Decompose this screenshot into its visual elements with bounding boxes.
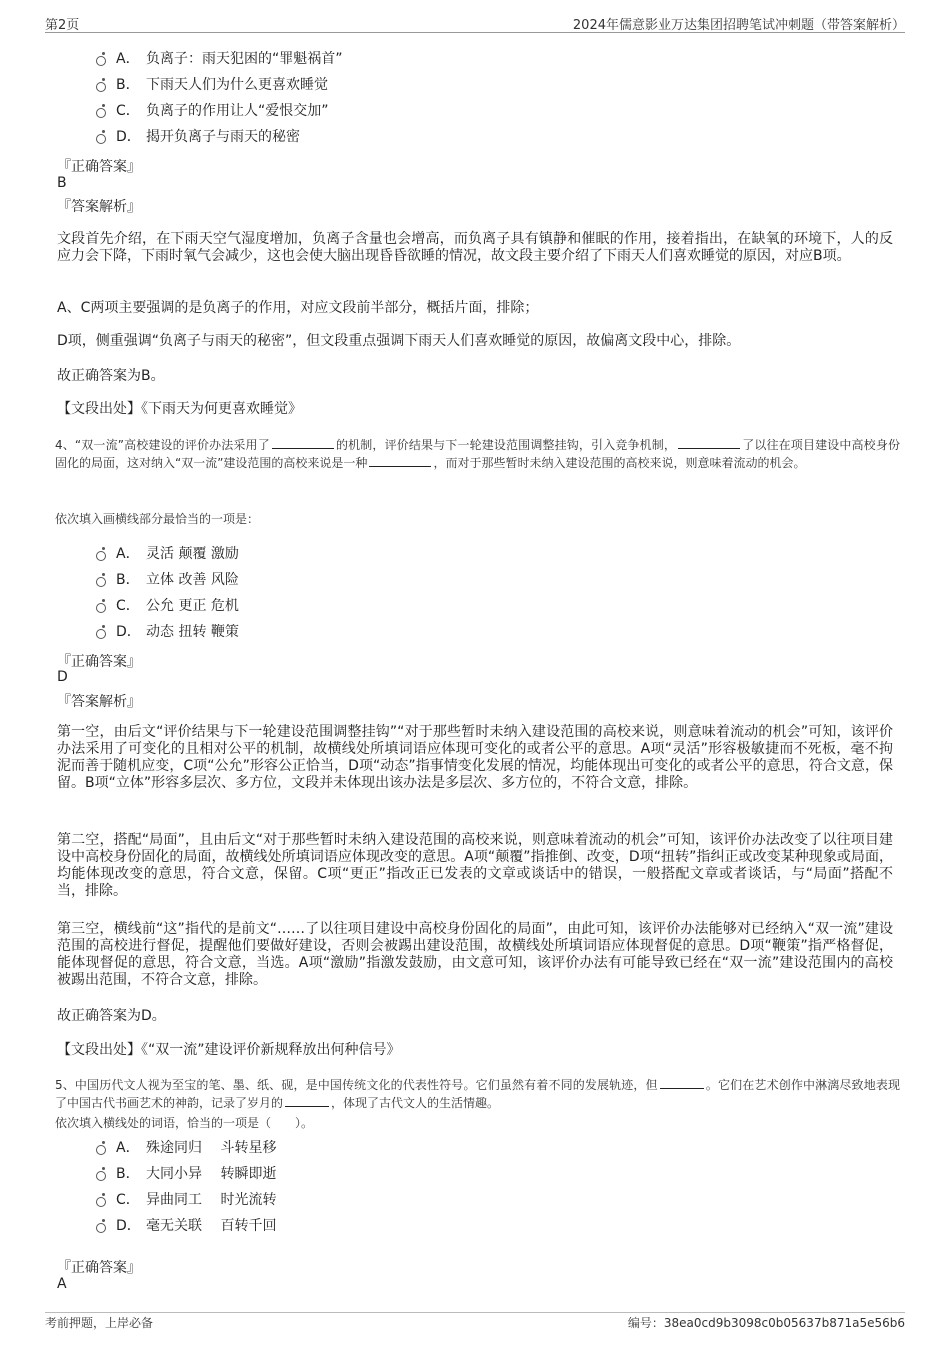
q4-answer: D <box>57 669 68 685</box>
q4-option-b[interactable]: B． 立体 改善 风险 <box>96 569 239 589</box>
q5-answer: A <box>57 1276 67 1292</box>
radio-icon[interactable] <box>96 108 106 118</box>
q3-option-c[interactable]: C． 负离子的作用让人“爱恨交加” <box>96 100 329 120</box>
q5-stem: 5、中国历代文人视为至宝的笔、墨、纸、砚，是中国传统文化的代表性符号。它们虽然有着不同的发展轨迹，但 。它们在艺术创作中淋漓尽致地表现了中国古代书画艺术的神韵，记录了岁月的 ，体现了古代文人的生活情趣。 <box>55 1078 900 1110</box>
q4-answer-label: 『正确答案』 <box>57 654 141 670</box>
radio-icon[interactable] <box>96 1171 106 1181</box>
q3-analysis-p4: 故正确答案为B。 <box>57 368 165 384</box>
q4-option-c[interactable]: C． 公允 更正 危机 <box>96 595 239 615</box>
header-divider <box>45 32 905 33</box>
q4-option-d[interactable]: D． 动态 扭转 鞭策 <box>96 621 239 641</box>
q5-instruction: 依次填入横线处的词语，恰当的一项是（ ）。 <box>55 1116 314 1130</box>
q3-analysis-label: 『答案解析』 <box>57 199 141 215</box>
q5-answer-label: 『正确答案』 <box>57 1260 141 1276</box>
radio-icon[interactable] <box>96 603 106 613</box>
q4-instruction: 依次填入画横线部分最恰当的一项是： <box>55 512 260 526</box>
blank-line <box>285 1095 329 1107</box>
q3-source: 【文段出处】《下雨天为何更喜欢睡觉》 <box>57 401 302 417</box>
q5-option-b[interactable]: B． 大同小异 转瞬即逝 <box>96 1163 276 1183</box>
radio-icon[interactable] <box>96 1145 106 1155</box>
q4-analysis-p3: 第三空，横线前“这”指代的是前文“……了以往项目建设中高校身份固化的局面”，由此可知，该评价办法能够对已经纳入“双一流”建设范围的高校进行督促，提醒他们要做好建设，否则会被踢出建设范围，故横线处所填词语应体现督促的意思。D项“鞭策”指严格督促，能体现督促的意思，符合文意，当选。A项“激励”指激发鼓励，由文意可知，该评价办法有可能导致已经在“双一流”建设范围内的高校被踢出范围，不符合文意，排除。 <box>57 921 893 988</box>
q3-option-d[interactable]: D． 揭开负离子与雨天的秘密 <box>96 126 300 146</box>
q3-option-b[interactable]: B． 下雨天人们为什么更喜欢睡觉 <box>96 74 328 94</box>
radio-icon[interactable] <box>96 1197 106 1207</box>
radio-icon[interactable] <box>96 1223 106 1233</box>
page-number: 第2页 <box>45 18 80 33</box>
q4-option-a[interactable]: A． 灵活 颠覆 激励 <box>96 543 239 563</box>
radio-icon[interactable] <box>96 551 106 561</box>
radio-icon[interactable] <box>96 134 106 144</box>
footer-divider <box>45 1312 905 1313</box>
footer-slogan: 考前押题，上岸必备 <box>45 1316 154 1330</box>
document-title: 2024年儒意影业万达集团招聘笔试冲刺题（带答案解析） <box>572 18 905 33</box>
q5-option-c[interactable]: C． 异曲同工 时光流转 <box>96 1189 276 1209</box>
radio-icon[interactable] <box>96 629 106 639</box>
radio-icon[interactable] <box>96 577 106 587</box>
q5-option-d[interactable]: D． 毫无关联 百转千回 <box>96 1215 276 1235</box>
footer-code: 编号：38ea0cd9b3098c0b05637b871a5e56b6 <box>627 1316 905 1330</box>
blank-line <box>272 437 334 449</box>
q3-answer: B <box>57 175 67 191</box>
radio-icon[interactable] <box>96 82 106 92</box>
q4-analysis-p2: 第二空，搭配“局面”，且由后文“对于那些暂时未纳入建设范围的高校来说，则意味着流动的机会”可知，该评价办法改变了以往项目建设中高校身份固化的局面，故横线处所填词语应体现改变的意思。A项“颠覆”指推倒、改变，D项“扭转”指纠正或改变某种现象或局面，均能体现改变的意思，符合文意，保留。C项“更正”指改正已发表的文章或谈话中的错误，一般搭配文章或者谈话，与“局面”搭配不当，排除。 <box>57 832 893 899</box>
q3-answer-label: 『正确答案』 <box>57 159 141 175</box>
q4-source: 【文段出处】《“双一流”建设评价新规释放出何种信号》 <box>57 1042 401 1058</box>
q3-option-a[interactable]: A． 负离子：雨天犯困的“罪魁祸首” <box>96 48 343 68</box>
q3-analysis-p1: 文段首先介绍，在下雨天空气湿度增加，负离子含量也会增高，而负离子具有镇静和催眠的作用，接着指出，在缺氧的环境下，人的反应力会下降，下雨时氧气会减少，这也会使大脑出现昏昏欲睡的情况，故文段主要介绍了下雨天人们喜欢睡觉的原因，对应B项。 <box>57 231 893 264</box>
q3-analysis-p3: D项，侧重强调“负离子与雨天的秘密”，但文段重点强调下雨天人们喜欢睡觉的原因，故偏离文段中心，排除。 <box>57 333 741 349</box>
q4-analysis-label: 『答案解析』 <box>57 694 141 710</box>
blank-line <box>369 455 431 467</box>
radio-icon[interactable] <box>96 56 106 66</box>
blank-line <box>678 437 740 449</box>
q4-analysis-p4: 故正确答案为D。 <box>57 1008 166 1024</box>
blank-line <box>660 1077 704 1089</box>
q4-analysis-p1: 第一空，由后文“评价结果与下一轮建设范围调整挂钩”“对于那些暂时未纳入建设范围的高校来说，则意味着流动的机会”可知，该评价办法采用了可变化的且相对公平的机制，故横线处所填词语应体现可变化的或者公平的意思。A项“灵活”形容极敏捷而不死板，毫不拘泥而善于随机应变，C项“公允”形容公正恰当，D项“动态”指事情变化发展的情况，均能体现出可变化的或者公平的意思，符合文意，保留。B项“立体”形容多层次、多方位，文段并未体现出该办法是多层次、多方位的，不符合文意，排除。 <box>57 724 893 791</box>
q3-analysis-p2: A、C两项主要强调的是负离子的作用，对应文段前半部分，概括片面，排除； <box>57 300 539 316</box>
q5-option-a[interactable]: A． 殊途同归 斗转星移 <box>96 1137 276 1157</box>
q4-stem: 4、“双一流”高校建设的评价办法采用了 的机制，评价结果与下一轮建设范围调整挂钩，引入竞争机制， 了以往在项目建设中高校身份固化的局面，这对纳入“双一流”建设范围的高校来说是一种 ，而对于那些暂时未纳入建设范围的高校来说，则意味着流动的机会。 <box>55 438 900 470</box>
